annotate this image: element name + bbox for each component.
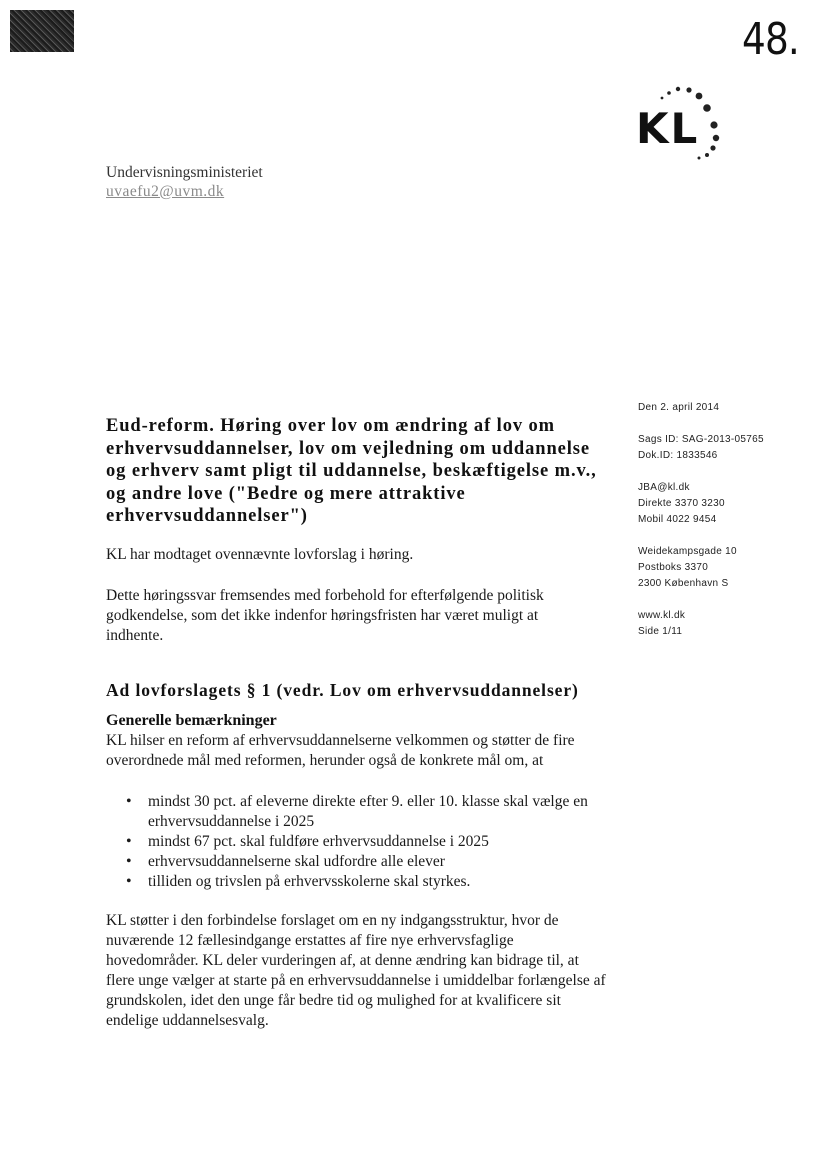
intro-paragraph: KL har modtaget ovennævnte lovforslag i høring. xyxy=(106,546,414,563)
logo-dot xyxy=(686,87,691,92)
list-item: • mindst 30 pct. af eleverne direkte efter 9. eller 10. klasse skal vælge en erhvervsuddannelse i 2025 xyxy=(106,792,606,832)
scan-corner-mark xyxy=(10,10,74,52)
logo-dot xyxy=(661,97,664,100)
list-item: • mindst 67 pct. skal fuldføre erhvervsuddannelse i 2025 xyxy=(106,832,606,852)
logo-dot xyxy=(698,157,701,160)
address-box: Postboks 3370 xyxy=(638,562,709,573)
kl-logo-text: KL xyxy=(636,104,700,153)
document-date: Den 2. april 2014 xyxy=(638,402,720,413)
goals-list xyxy=(106,792,606,892)
section-paragraph-2: KL støtter i den forbindelse forslaget om en ny indgangsstruktur, hvor de nuværende 12 fællesindgange erstattes af fire nye erhvervsfaglige hovedområder. KL deler vurderingen af, at denne ændring kan bidrage til, at flere unge vælger at starte på en erhvervsuddannelse i umiddelbar forlængelse af grundskolen, idet den unge får bedre tid og mulighed for at kvalificere sit endelige uddannelsesvalg. xyxy=(106,912,606,1029)
contact-email[interactable]: JBA@kl.dk xyxy=(638,482,690,493)
logo-dot xyxy=(710,121,717,128)
document-title: Eud-reform. Høring over lov om ændring af lov om erhvervsuddannelser, lov om vejledning om uddannelse og erhverv samt pligt til uddannelse, beskæftigelse m.v., og andre love ("Bedre og mere attraktive erhvervsuddannelser") xyxy=(106,416,597,526)
recipient-email[interactable]: uvaefu2@uvm.dk xyxy=(106,183,225,200)
section-paragraph-1: KL hilser en reform af erhvervsuddannelserne velkommen og støtter de fire overordnede mål med reformen, herunder også de konkrete mål om, at xyxy=(106,732,575,769)
mobile-phone: Mobil 4022 9454 xyxy=(638,514,717,525)
address-street: Weidekampsgade 10 xyxy=(638,546,737,557)
logo-dot xyxy=(710,145,715,150)
logo-dot xyxy=(667,91,671,95)
logo-dot xyxy=(703,104,711,112)
list-item: • erhvervsuddannelserne skal udfordre alle elever xyxy=(106,852,606,872)
recipient-block xyxy=(106,163,263,201)
handwritten-page-number: 48. xyxy=(742,14,799,65)
list-item: • tilliden og trivslen på erhvervsskolerne skal styrkes. xyxy=(106,872,606,892)
recipient-name: Undervisningsministeriet xyxy=(106,164,263,181)
logo-dot xyxy=(705,153,709,157)
logo-dot xyxy=(696,93,703,100)
section-heading: Ad lovforslagets § 1 (vedr. Lov om erhvervsuddannelser) xyxy=(106,680,579,700)
page-indicator: Side 1/11 xyxy=(638,626,683,637)
section-subheading: Generelle bemærkninger xyxy=(106,712,277,729)
document-metadata xyxy=(638,400,764,640)
address-city: 2300 København S xyxy=(638,578,729,589)
disclaimer-paragraph: Dette høringssvar fremsendes med forbehold for efterfølgende politisk godkendelse, som det ikke indenfor høringsfristen har været muligt at indhente. xyxy=(106,587,544,644)
website-link[interactable]: www.kl.dk xyxy=(638,610,686,621)
document-id: Dok.ID: 1833546 xyxy=(638,450,718,461)
case-id: Sags ID: SAG-2013-05765 xyxy=(638,434,764,445)
logo-dot xyxy=(676,87,680,91)
logo-dot xyxy=(713,135,719,141)
direct-phone: Direkte 3370 3230 xyxy=(638,498,725,509)
